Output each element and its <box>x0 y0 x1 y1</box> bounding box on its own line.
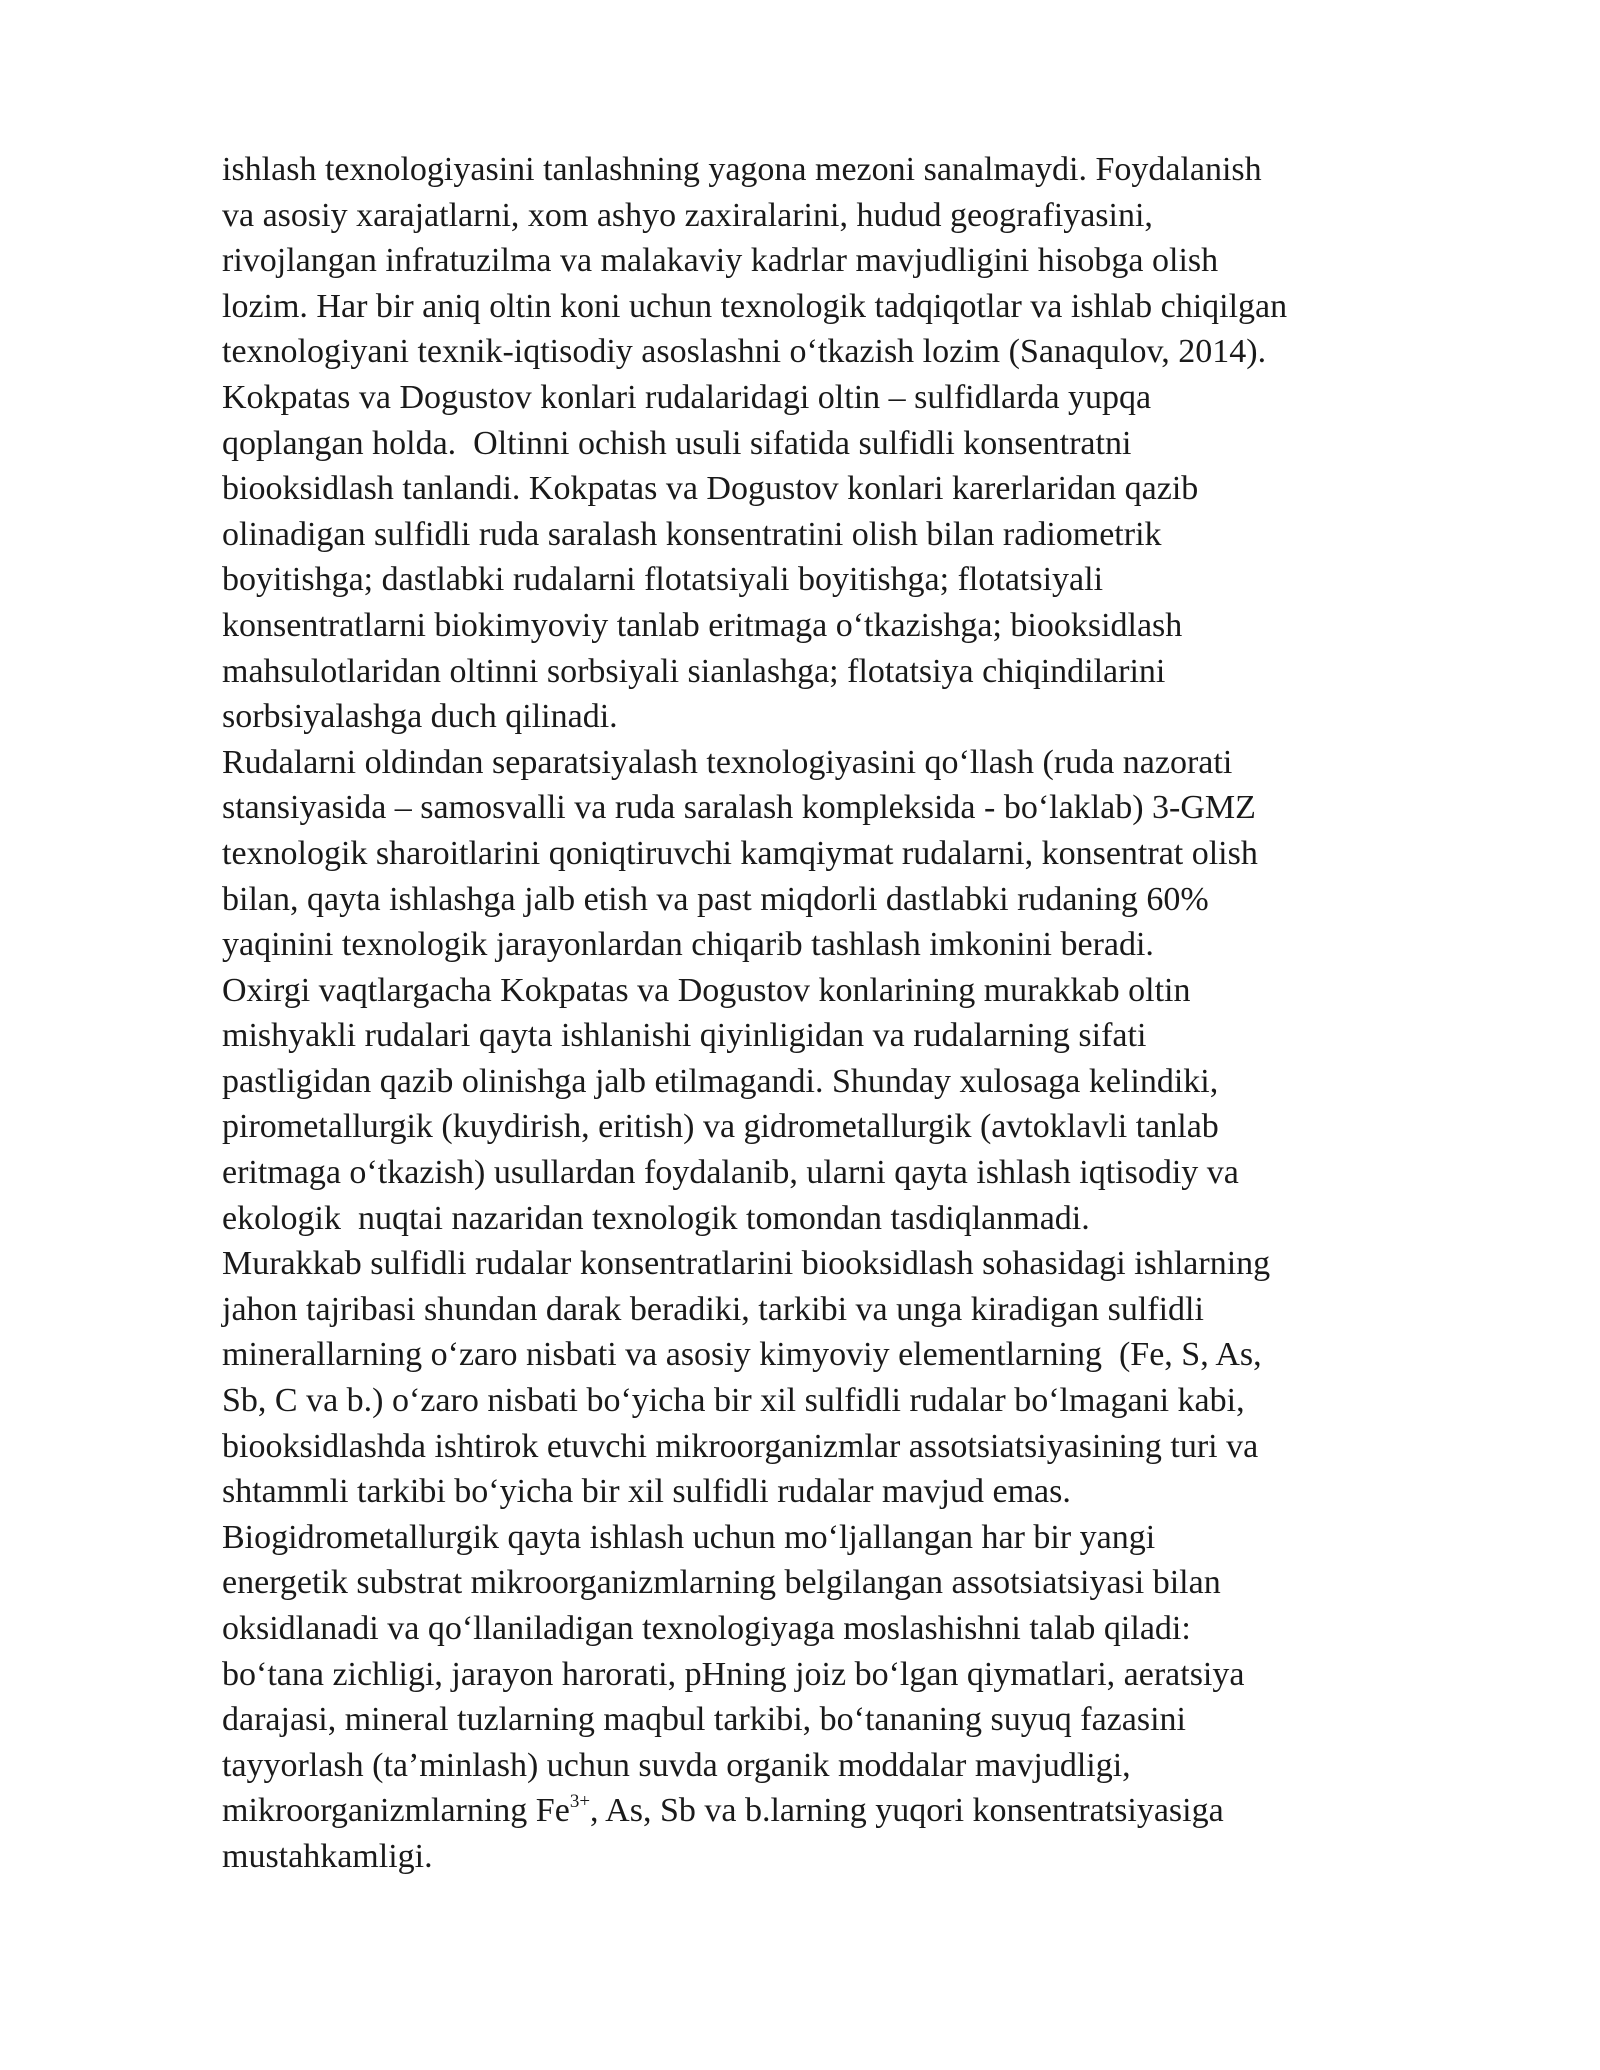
text-line: yaqinini texnologik jarayonlardan chiqarib tashlash imkonini beradi. <box>222 926 1154 964</box>
text-line: texnologik sharoitlarini qoniqtiruvchi kamqiymat rudalarni, konsentrat olish <box>222 834 1258 872</box>
text-line: konsentratlarni biokimyoviy tanlab eritmaga o‘tkazishga; biooksidlash <box>222 606 1183 644</box>
text-line: mahsulotlaridan oltinni sorbsiyali sianlashga; flotatsiya chiqindilarini <box>222 652 1166 690</box>
superscript-ion-charge: 3+ <box>569 1791 591 1813</box>
text-line: shtammli tarkibi bo‘yicha bir xil sulfidli rudalar mavjud emas. <box>222 1473 1071 1511</box>
text-line: stansiyasida – samosvalli va ruda saralash kompleksida - bo‘laklab) 3-GMZ <box>222 789 1256 827</box>
text-line-with-superscript <box>222 1788 1402 1834</box>
text-line: rivojlangan infratuzilma va malakaviy kadrlar mavjudligini hisobga olish <box>222 242 1219 280</box>
text-fragment: , As, Sb va b.larning yuqori konsentratsiyasiga <box>590 1792 1224 1830</box>
text-line: Oxirgi vaqtlargacha Kokpatas va Dogustov konlarining murakkab oltin <box>222 971 1191 1009</box>
text-line: ekologik nuqtai nazaridan texnologik tomondan tasdiqlanmadi. <box>222 1199 1090 1237</box>
text-line: sorbsiyalashga duch qilinadi. <box>222 698 618 736</box>
text-line: mustahkamligi. <box>222 1837 433 1875</box>
text-fragment: mikroorganizmlarning Fe <box>222 1792 570 1830</box>
text-line: bo‘tana zichligi, jarayon harorati, pHning joiz bo‘lgan qiymatlari, aeratsiya <box>222 1655 1245 1693</box>
text-line: lozim. Har bir aniq oltin koni uchun texnologik tadqiqotlar va ishlab chiqilgan <box>222 287 1288 325</box>
text-line: tayyorlash (ta’minlash) uchun suvda organik moddalar mavjudligi, <box>222 1746 1131 1784</box>
text-line: darajasi, mineral tuzlarning maqbul tarkibi, bo‘tananing suyuq fazasini <box>222 1701 1186 1739</box>
text-line: biooksidlashda ishtirok etuvchi mikroorganizmlar assotsiatsiyasining turi va <box>222 1427 1259 1465</box>
text-line: va asosiy xarajatlarni, xom ashyo zaxiralarini, hudud geografiyasini, <box>222 196 1153 234</box>
text-line: pirometallurgik (kuydirish, eritish) va gidrometallurgik (avtoklavli tanlab <box>222 1108 1219 1146</box>
text-line: oksidlanadi va qo‘llaniladigan texnologiyaga moslashishni talab qiladi: <box>222 1610 1191 1647</box>
text-line: Biogidrometallurgik qayta ishlash uchun mo‘ljallangan har bir yangi <box>222 1518 1156 1556</box>
text-line: olinadigan sulfidli ruda saralash konsentratini olish bilan radiometrik <box>222 515 1162 553</box>
text-line: mishyakli rudalari qayta ishlanishi qiyinligidan va rudalarning sifati <box>222 1017 1147 1055</box>
text-line: texnologiyani texnik-iqtisodiy asoslashni o‘tkazish lozim (Sanaqulov, 2014). <box>222 333 1267 371</box>
text-line: bilan, qayta ishlashga jalb etish va past miqdorli dastlabki rudaning 60% <box>222 880 1209 918</box>
text-line: ishlash texnologiyasini tanlashning yagona mezoni sanalmaydi. Foydalanish <box>222 151 1262 188</box>
text-line: pastligidan qazib olinishga jalb etilmagandi. Shunday xulosaga kelindiki, <box>222 1062 1219 1100</box>
text-line: qoplangan holda. Oltinni ochish usuli sifatida sulfidli konsentratni <box>222 424 1132 462</box>
text-line: jahon tajribasi shundan darak beradiki, tarkibi va unga kiradigan sulfidli <box>222 1290 1204 1328</box>
document-body <box>222 147 1402 1880</box>
text-line: Kokpatas va Dogustov konlari rudalaridagi oltin – sulfidlarda yupqa <box>222 378 1152 416</box>
text-line: boyitishga; dastlabki rudalarni flotatsiyali boyitishga; flotatsiyali <box>222 561 1104 599</box>
text-line: Rudalarni oldindan separatsiyalash texnologiyasini qo‘llash (ruda nazorati <box>222 743 1233 781</box>
text-line: biooksidlash tanlandi. Kokpatas va Dogustov konlari karerlaridan qazib <box>222 470 1199 508</box>
text-line: energetik substrat mikroorganizmlarning belgilangan assotsiatsiyasi bilan <box>222 1564 1221 1602</box>
text-line: eritmaga o‘tkazish) usullardan foydalanib, ularni qayta ishlash iqtisodiy va <box>222 1154 1239 1192</box>
text-line: Murakkab sulfidli rudalar konsentratlarini biooksidlash sohasidagi ishlarning <box>222 1245 1271 1283</box>
text-line: minerallarning o‘zaro nisbati va asosiy kimyoviy elementlarning (Fe, S, As, <box>222 1336 1262 1374</box>
text-line: Sb, C va b.) o‘zaro nisbati bo‘yicha bir xil sulfidli rudalar bo‘lmagani kabi, <box>222 1382 1245 1420</box>
